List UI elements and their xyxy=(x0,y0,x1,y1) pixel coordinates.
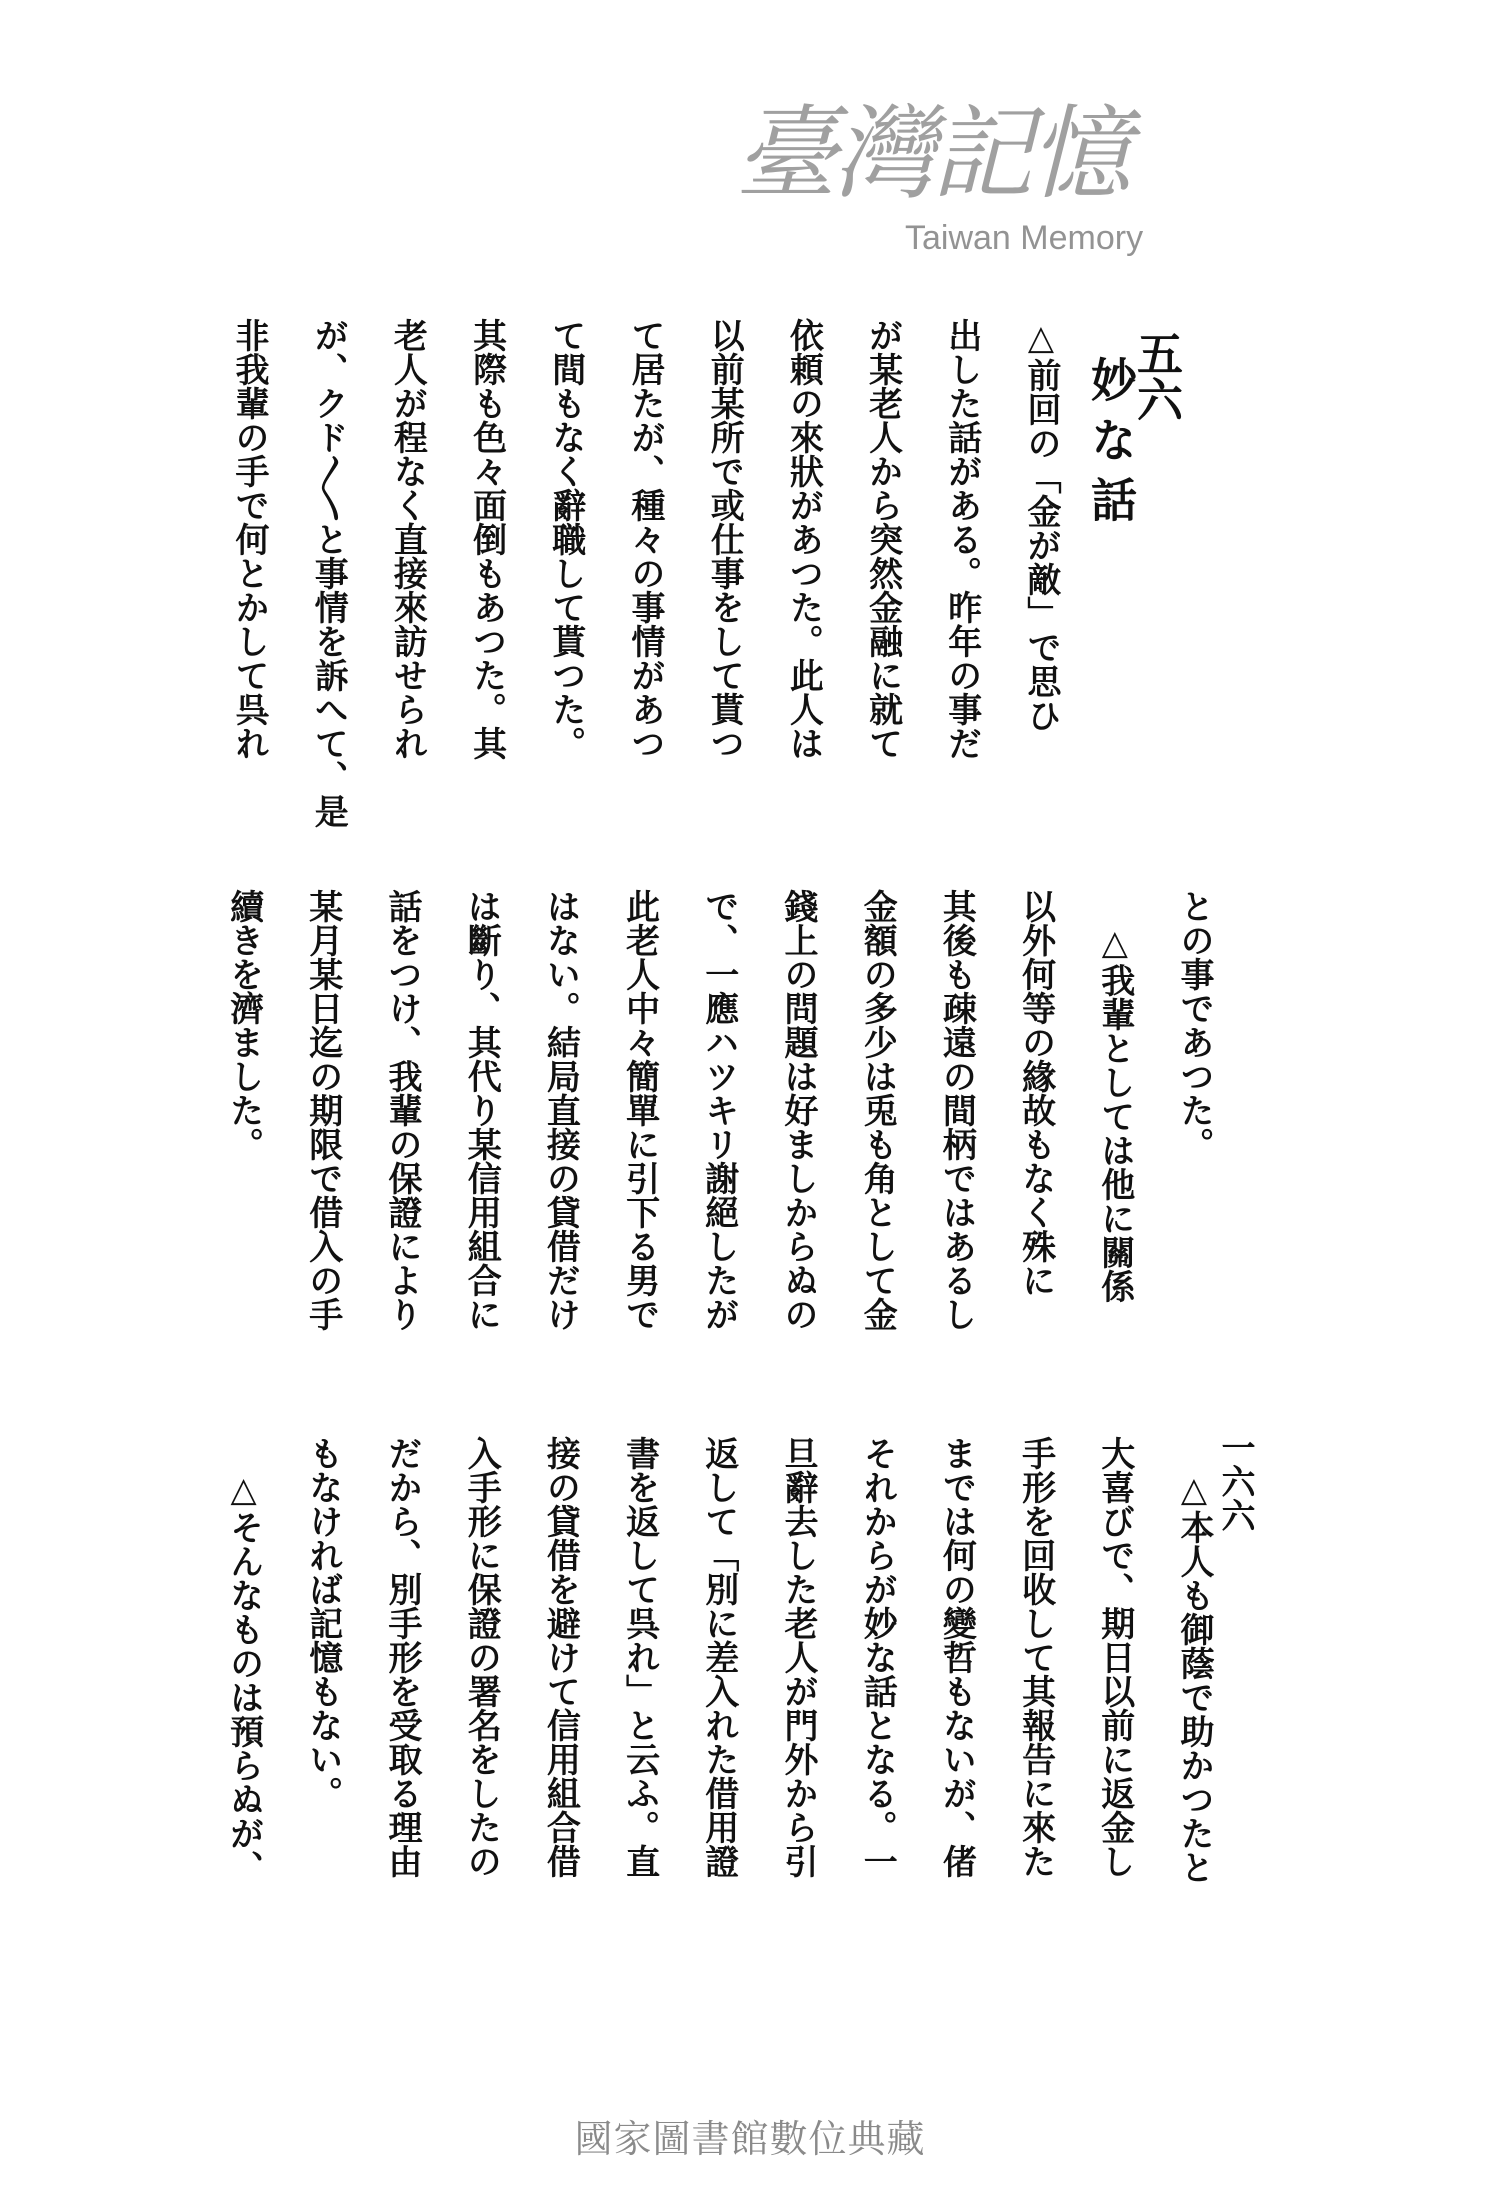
text-column-top: て間もなく辭職して貰つた。 xyxy=(545,318,586,760)
text-column-middle: 話をつけ、我輩の保證により xyxy=(382,889,422,1331)
text-column-middle: 金額の多少は兎も角として金 xyxy=(857,889,898,1331)
text-column-bottom: までは何の變哲もないが、偖 xyxy=(936,1436,977,1878)
section-title-text: 妙な話 xyxy=(1084,356,1138,536)
text-column-top: 非我輩の手で何とかして呉れ xyxy=(229,318,269,760)
text-column-bottom: 接の貸借を避けて信用組合借 xyxy=(540,1436,581,1878)
text-column-bottom: △本人も御蔭で助かつたと xyxy=(1174,1436,1214,1884)
text-column-middle: 此老人中々簡單に引下る男で xyxy=(619,889,660,1331)
footer-credit: 國家圖書館數位典藏 xyxy=(574,2117,926,2161)
text-column-middle: は斷り、其代り某信用組合に xyxy=(461,889,502,1331)
text-column-middle: 錢上の問題は好ましからぬの xyxy=(778,889,818,1331)
text-column-bottom: 返して「別に差入れた借用證 xyxy=(698,1436,739,1878)
text-column-top: が某老人から突然金融に就て xyxy=(862,318,903,760)
text-column-bottom: それからが妙な話となる。一 xyxy=(857,1436,898,1878)
text-column-top: 出した話がある。昨年の事だ xyxy=(941,318,982,760)
text-column-middle: はない。結局直接の貸借だけ xyxy=(540,889,581,1331)
section-number: 五六 xyxy=(1130,330,1184,422)
text-column-top: △前回の「金が敵」で思ひ xyxy=(1021,318,1061,732)
text-column-bottom: だから、別手形を受取る理由 xyxy=(382,1436,422,1878)
text-column-top: 其際も色々面倒もあつた。其 xyxy=(466,318,507,760)
text-column-top: 老人が程なく直接來訪せられ xyxy=(387,318,428,760)
text-column-middle: 以外何等の緣故もなく殊に xyxy=(1015,889,1056,1297)
text-column-bottom: もなければ記憶もない。 xyxy=(302,1436,343,1810)
watermark-logo: 臺灣記憶 xyxy=(735,95,1127,214)
text-column-middle: との事であつた。 xyxy=(1174,889,1214,1161)
text-column-top: 依頼の來狀があつた。此人は xyxy=(783,318,824,760)
section-title xyxy=(1084,330,1184,536)
text-column-middle: 續きを濟ました。 xyxy=(223,889,264,1161)
text-column-bottom: 手形を回收して其報告に來た xyxy=(1015,1436,1056,1878)
text-column-middle: △我輩としては他に關係 xyxy=(1094,889,1135,1303)
text-column-top: て居たが、種々の事情があつ xyxy=(625,318,665,760)
text-column-bottom: 書を返して呉れ」と云ふ。直 xyxy=(619,1436,660,1878)
text-column-top: 以前某所で或仕事をして貰つ xyxy=(704,318,745,760)
text-column-bottom: 大喜びで、期日以前に返金し xyxy=(1094,1436,1135,1878)
text-column-top: が、クド〳〵と事情を訴へて、是 xyxy=(308,318,349,828)
page-number: 一六六 xyxy=(1215,1430,1255,1532)
watermark-subtext: Taiwan Memory xyxy=(905,219,1144,257)
text-column-middle: で、一應ハツキリ謝絕したが xyxy=(698,889,739,1331)
text-column-bottom: 旦辭去した老人が門外から引 xyxy=(778,1436,818,1878)
text-column-middle: 其後も疎遠の間柄ではあるし xyxy=(936,889,977,1331)
text-column-middle: 某月某日迄の期限で借入の手 xyxy=(302,889,343,1331)
text-column-bottom: △そんなものは預らぬが、 xyxy=(223,1436,264,1884)
text-column-bottom: 入手形に保證の署名をしたの xyxy=(461,1436,502,1878)
